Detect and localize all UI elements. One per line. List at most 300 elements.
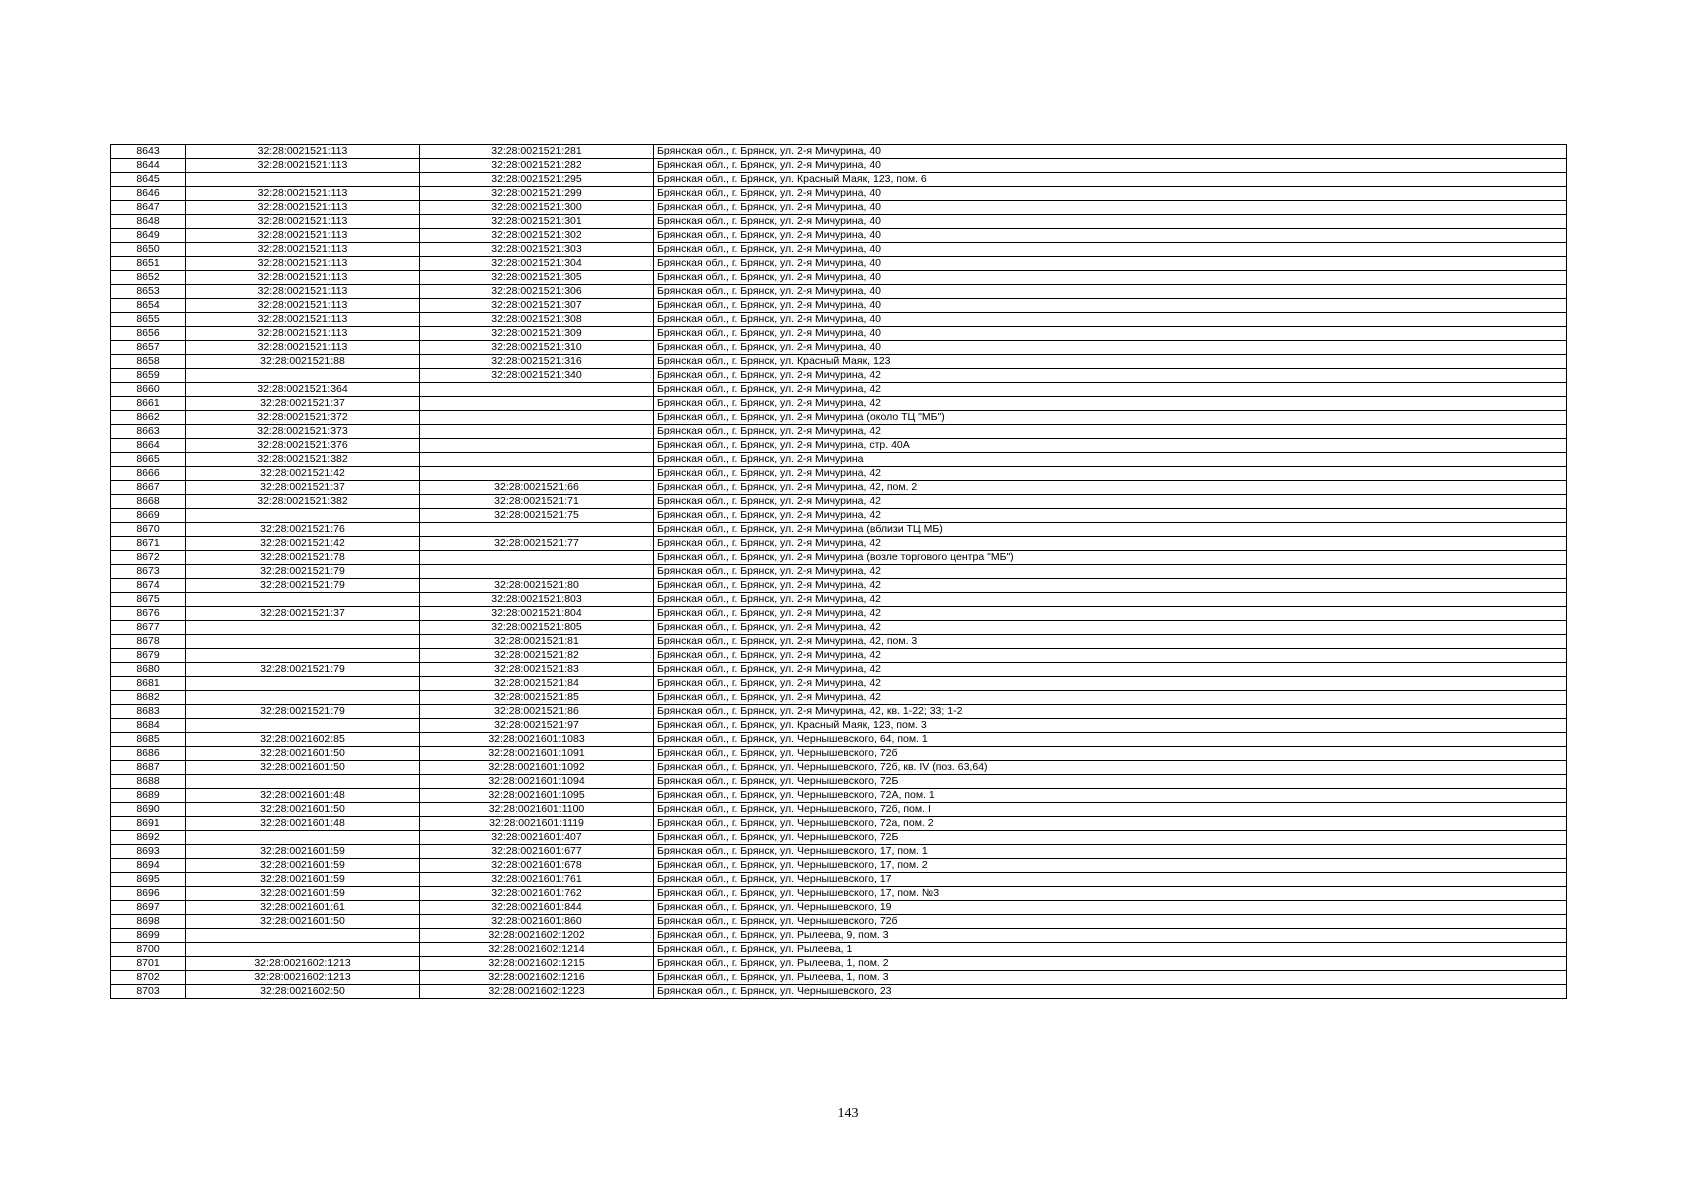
- row-number-cell: 8654: [111, 299, 186, 313]
- table-row: [111, 285, 1567, 299]
- address-cell: Брянская обл., г. Брянск, ул. 2-я Мичурина, 40: [654, 271, 1567, 285]
- parcel-number-cell: 32:28:0021521:113: [186, 243, 420, 257]
- object-number-cell: 32:28:0021521:97: [420, 719, 654, 733]
- row-number-cell: 8660: [111, 383, 186, 397]
- address-cell: Брянская обл., г. Брянск, ул. 2-я Мичурина, 40: [654, 313, 1567, 327]
- object-number-cell: 32:28:0021521:804: [420, 607, 654, 621]
- parcel-number-cell: [186, 635, 420, 649]
- table-row: [111, 691, 1567, 705]
- table-row: [111, 271, 1567, 285]
- object-number-cell: [420, 439, 654, 453]
- table-row: [111, 383, 1567, 397]
- address-cell: Брянская обл., г. Брянск, ул. 2-я Мичурина, 42: [654, 509, 1567, 523]
- address-cell: Брянская обл., г. Брянск, ул. 2-я Мичурина, 40: [654, 215, 1567, 229]
- table-row: [111, 621, 1567, 635]
- parcel-number-cell: 32:28:0021521:79: [186, 579, 420, 593]
- parcel-number-cell: 32:28:0021521:382: [186, 453, 420, 467]
- table-row: [111, 775, 1567, 789]
- address-cell: Брянская обл., г. Брянск, ул. 2-я Мичурина, 40: [654, 159, 1567, 173]
- row-number-cell: 8666: [111, 467, 186, 481]
- table-row: [111, 705, 1567, 719]
- parcel-number-cell: [186, 943, 420, 957]
- object-number-cell: [420, 397, 654, 411]
- row-number-cell: 8677: [111, 621, 186, 635]
- object-number-cell: 32:28:0021602:1214: [420, 943, 654, 957]
- row-number-cell: 8643: [111, 145, 186, 159]
- row-number-cell: 8663: [111, 425, 186, 439]
- row-number-cell: 8644: [111, 159, 186, 173]
- table-row: [111, 943, 1567, 957]
- address-cell: Брянская обл., г. Брянск, ул. Чернышевского, 23: [654, 985, 1567, 999]
- address-cell: Брянская обл., г. Брянск, ул. Чернышевского, 72Б: [654, 831, 1567, 845]
- row-number-cell: 8679: [111, 649, 186, 663]
- object-number-cell: 32:28:0021602:1215: [420, 957, 654, 971]
- parcel-number-cell: [186, 621, 420, 635]
- table-row: [111, 215, 1567, 229]
- parcel-number-cell: 32:28:0021521:376: [186, 439, 420, 453]
- parcel-number-cell: 32:28:0021521:113: [186, 159, 420, 173]
- table-row: [111, 719, 1567, 733]
- parcel-number-cell: 32:28:0021521:382: [186, 495, 420, 509]
- table-row: [111, 453, 1567, 467]
- table-row: [111, 985, 1567, 999]
- parcel-number-cell: 32:28:0021521:79: [186, 565, 420, 579]
- address-cell: Брянская обл., г. Брянск, ул. Чернышевского, 72а, пом. 2: [654, 817, 1567, 831]
- parcel-number-cell: 32:28:0021602:85: [186, 733, 420, 747]
- row-number-cell: 8694: [111, 859, 186, 873]
- address-cell: Брянская обл., г. Брянск, ул. Чернышевского, 72Б: [654, 775, 1567, 789]
- parcel-number-cell: 32:28:0021521:42: [186, 467, 420, 481]
- row-number-cell: 8658: [111, 355, 186, 369]
- table-row: [111, 565, 1567, 579]
- row-number-cell: 8676: [111, 607, 186, 621]
- table-row: [111, 551, 1567, 565]
- object-number-cell: 32:28:0021521:75: [420, 509, 654, 523]
- table-row: [111, 411, 1567, 425]
- object-number-cell: 32:28:0021601:677: [420, 845, 654, 859]
- parcel-number-cell: 32:28:0021521:79: [186, 663, 420, 677]
- parcel-number-cell: [186, 649, 420, 663]
- table-row: [111, 355, 1567, 369]
- row-number-cell: 8671: [111, 537, 186, 551]
- table-row: [111, 537, 1567, 551]
- address-cell: Брянская обл., г. Брянск, ул. 2-я Мичурина, 42: [654, 663, 1567, 677]
- row-number-cell: 8687: [111, 761, 186, 775]
- row-number-cell: 8670: [111, 523, 186, 537]
- row-number-cell: 8682: [111, 691, 186, 705]
- parcel-number-cell: 32:28:0021521:113: [186, 285, 420, 299]
- table-row: [111, 397, 1567, 411]
- table-row: [111, 299, 1567, 313]
- row-number-cell: 8684: [111, 719, 186, 733]
- address-cell: Брянская обл., г. Брянск, ул. 2-я Мичурина, 42: [654, 383, 1567, 397]
- address-cell: Брянская обл., г. Брянск, ул. Рылеева, 1, пом. 2: [654, 957, 1567, 971]
- address-cell: Брянская обл., г. Брянск, ул. 2-я Мичурина, 42: [654, 565, 1567, 579]
- parcel-number-cell: 32:28:0021601:48: [186, 789, 420, 803]
- row-number-cell: 8674: [111, 579, 186, 593]
- object-number-cell: 32:28:0021521:80: [420, 579, 654, 593]
- table-row: [111, 509, 1567, 523]
- address-cell: Брянская обл., г. Брянск, ул. 2-я Мичурина, 42: [654, 425, 1567, 439]
- object-number-cell: 32:28:0021602:1223: [420, 985, 654, 999]
- row-number-cell: 8661: [111, 397, 186, 411]
- parcel-number-cell: 32:28:0021521:113: [186, 313, 420, 327]
- row-number-cell: 8653: [111, 285, 186, 299]
- row-number-cell: 8659: [111, 369, 186, 383]
- table-row: [111, 831, 1567, 845]
- table-row: [111, 677, 1567, 691]
- parcel-number-cell: 32:28:0021521:79: [186, 705, 420, 719]
- object-number-cell: 32:28:0021521:306: [420, 285, 654, 299]
- object-number-cell: [420, 383, 654, 397]
- table-row: [111, 523, 1567, 537]
- address-cell: Брянская обл., г. Брянск, ул. 2-я Мичурина, стр. 40А: [654, 439, 1567, 453]
- row-number-cell: 8667: [111, 481, 186, 495]
- row-number-cell: 8678: [111, 635, 186, 649]
- address-cell: Брянская обл., г. Брянск, ул. 2-я Мичурина, 42, пом. 3: [654, 635, 1567, 649]
- table-row: [111, 313, 1567, 327]
- address-cell: Брянская обл., г. Брянск, ул. Чернышевского, 17, пом. 1: [654, 845, 1567, 859]
- row-number-cell: 8673: [111, 565, 186, 579]
- address-cell: Брянская обл., г. Брянск, ул. 2-я Мичурина, 42, кв. 1-22; 33; 1-2: [654, 705, 1567, 719]
- object-number-cell: 32:28:0021601:1083: [420, 733, 654, 747]
- parcel-number-cell: 32:28:0021521:78: [186, 551, 420, 565]
- table-row: [111, 845, 1567, 859]
- table-row: [111, 159, 1567, 173]
- address-cell: Брянская обл., г. Брянск, ул. 2-я Мичурина, 42: [654, 621, 1567, 635]
- table-row: [111, 607, 1567, 621]
- address-cell: Брянская обл., г. Брянск, ул. 2-я Мичурина, 40: [654, 299, 1567, 313]
- address-cell: Брянская обл., г. Брянск, ул. Чернышевского, 17: [654, 873, 1567, 887]
- parcel-number-cell: 32:28:0021521:113: [186, 145, 420, 159]
- parcel-number-cell: 32:28:0021521:113: [186, 257, 420, 271]
- object-number-cell: 32:28:0021602:1216: [420, 971, 654, 985]
- object-number-cell: 32:28:0021521:86: [420, 705, 654, 719]
- table-row: [111, 649, 1567, 663]
- row-number-cell: 8664: [111, 439, 186, 453]
- object-number-cell: [420, 565, 654, 579]
- address-cell: Брянская обл., г. Брянск, ул. 2-я Мичурина, 42: [654, 397, 1567, 411]
- address-cell: Брянская обл., г. Брянск, ул. 2-я Мичурина, 42: [654, 593, 1567, 607]
- row-number-cell: 8691: [111, 817, 186, 831]
- parcel-number-cell: 32:28:0021521:373: [186, 425, 420, 439]
- parcel-number-cell: 32:28:0021601:59: [186, 845, 420, 859]
- row-number-cell: 8696: [111, 887, 186, 901]
- table-row: [111, 789, 1567, 803]
- table-row: [111, 733, 1567, 747]
- property-table-body: [111, 145, 1567, 999]
- object-number-cell: 32:28:0021521:805: [420, 621, 654, 635]
- parcel-number-cell: 32:28:0021521:364: [186, 383, 420, 397]
- row-number-cell: 8645: [111, 173, 186, 187]
- object-number-cell: 32:28:0021521:310: [420, 341, 654, 355]
- row-number-cell: 8685: [111, 733, 186, 747]
- row-number-cell: 8668: [111, 495, 186, 509]
- address-cell: Брянская обл., г. Брянск, ул. 2-я Мичурина (около ТЦ "МБ"): [654, 411, 1567, 425]
- object-number-cell: 32:28:0021521:303: [420, 243, 654, 257]
- address-cell: Брянская обл., г. Брянск, ул. Красный Маяк, 123, пом. 6: [654, 173, 1567, 187]
- table-row: [111, 761, 1567, 775]
- parcel-number-cell: 32:28:0021521:88: [186, 355, 420, 369]
- object-number-cell: 32:28:0021521:71: [420, 495, 654, 509]
- address-cell: Брянская обл., г. Брянск, ул. 2-я Мичурина, 42: [654, 649, 1567, 663]
- table-row: [111, 201, 1567, 215]
- object-number-cell: 32:28:0021601:761: [420, 873, 654, 887]
- object-number-cell: 32:28:0021521:304: [420, 257, 654, 271]
- address-cell: Брянская обл., г. Брянск, ул. 2-я Мичурина: [654, 453, 1567, 467]
- address-cell: Брянская обл., г. Брянск, ул. Чернышевского, 72б, пом. I: [654, 803, 1567, 817]
- address-cell: Брянская обл., г. Брянск, ул. Чернышевского, 19: [654, 901, 1567, 915]
- object-number-cell: 32:28:0021521:66: [420, 481, 654, 495]
- object-number-cell: 32:28:0021601:1091: [420, 747, 654, 761]
- parcel-number-cell: [186, 173, 420, 187]
- object-number-cell: [420, 523, 654, 537]
- table-row: [111, 145, 1567, 159]
- row-number-cell: 8662: [111, 411, 186, 425]
- parcel-number-cell: 32:28:0021521:37: [186, 607, 420, 621]
- parcel-number-cell: 32:28:0021521:113: [186, 341, 420, 355]
- row-number-cell: 8688: [111, 775, 186, 789]
- table-row: [111, 873, 1567, 887]
- table-row: [111, 747, 1567, 761]
- parcel-number-cell: 32:28:0021521:37: [186, 397, 420, 411]
- table-row: [111, 187, 1567, 201]
- object-number-cell: 32:28:0021521:295: [420, 173, 654, 187]
- address-cell: Брянская обл., г. Брянск, ул. Рылеева, 1, пом. 3: [654, 971, 1567, 985]
- object-number-cell: 32:28:0021521:281: [420, 145, 654, 159]
- object-number-cell: 32:28:0021521:282: [420, 159, 654, 173]
- parcel-number-cell: 32:28:0021521:113: [186, 327, 420, 341]
- address-cell: Брянская обл., г. Брянск, ул. 2-я Мичурина, 40: [654, 229, 1567, 243]
- row-number-cell: 8656: [111, 327, 186, 341]
- address-cell: Брянская обл., г. Брянск, ул. 2-я Мичурина, 40: [654, 327, 1567, 341]
- address-cell: Брянская обл., г. Брянск, ул. Чернышевского, 17, пом. №3: [654, 887, 1567, 901]
- row-number-cell: 8648: [111, 215, 186, 229]
- address-cell: Брянская обл., г. Брянск, ул. Чернышевского, 17, пом. 2: [654, 859, 1567, 873]
- object-number-cell: 32:28:0021601:860: [420, 915, 654, 929]
- address-cell: Брянская обл., г. Брянск, ул. 2-я Мичурина, 40: [654, 243, 1567, 257]
- object-number-cell: 32:28:0021601:762: [420, 887, 654, 901]
- parcel-number-cell: 32:28:0021601:50: [186, 747, 420, 761]
- parcel-number-cell: 32:28:0021602:1213: [186, 971, 420, 985]
- object-number-cell: [420, 411, 654, 425]
- parcel-number-cell: 32:28:0021601:59: [186, 859, 420, 873]
- row-number-cell: 8700: [111, 943, 186, 957]
- parcel-number-cell: 32:28:0021521:372: [186, 411, 420, 425]
- parcel-number-cell: [186, 929, 420, 943]
- row-number-cell: 8690: [111, 803, 186, 817]
- table-row: [111, 579, 1567, 593]
- address-cell: Брянская обл., г. Брянск, ул. 2-я Мичурина, 40: [654, 201, 1567, 215]
- parcel-number-cell: [186, 831, 420, 845]
- parcel-number-cell: 32:28:0021601:50: [186, 761, 420, 775]
- address-cell: Брянская обл., г. Брянск, ул. 2-я Мичурина, 42: [654, 467, 1567, 481]
- row-number-cell: 8698: [111, 915, 186, 929]
- address-cell: Брянская обл., г. Брянск, ул. Красный Маяк, 123, пом. 3: [654, 719, 1567, 733]
- object-number-cell: 32:28:0021521:84: [420, 677, 654, 691]
- row-number-cell: 8689: [111, 789, 186, 803]
- table-row: [111, 467, 1567, 481]
- parcel-number-cell: [186, 509, 420, 523]
- table-row: [111, 243, 1567, 257]
- parcel-number-cell: [186, 593, 420, 607]
- table-row: [111, 971, 1567, 985]
- object-number-cell: 32:28:0021521:299: [420, 187, 654, 201]
- parcel-number-cell: 32:28:0021521:113: [186, 299, 420, 313]
- table-row: [111, 481, 1567, 495]
- address-cell: Брянская обл., г. Брянск, ул. 2-я Мичурина (возле торгового центра "МБ"): [654, 551, 1567, 565]
- parcel-number-cell: 32:28:0021601:59: [186, 887, 420, 901]
- parcel-number-cell: 32:28:0021521:113: [186, 229, 420, 243]
- row-number-cell: 8681: [111, 677, 186, 691]
- row-number-cell: 8652: [111, 271, 186, 285]
- row-number-cell: 8649: [111, 229, 186, 243]
- row-number-cell: 8669: [111, 509, 186, 523]
- address-cell: Брянская обл., г. Брянск, ул. 2-я Мичурина, 40: [654, 285, 1567, 299]
- table-row: [111, 439, 1567, 453]
- row-number-cell: 8702: [111, 971, 186, 985]
- address-cell: Брянская обл., г. Брянск, ул. 2-я Мичурина, 42: [654, 677, 1567, 691]
- object-number-cell: 32:28:0021521:340: [420, 369, 654, 383]
- object-number-cell: 32:28:0021521:301: [420, 215, 654, 229]
- parcel-number-cell: 32:28:0021601:50: [186, 803, 420, 817]
- object-number-cell: 32:28:0021521:307: [420, 299, 654, 313]
- table-row: [111, 425, 1567, 439]
- row-number-cell: 8693: [111, 845, 186, 859]
- address-cell: Брянская обл., г. Брянск, ул. Чернышевского, 72А, пом. 1: [654, 789, 1567, 803]
- table-row: [111, 663, 1567, 677]
- parcel-number-cell: 32:28:0021521:76: [186, 523, 420, 537]
- parcel-number-cell: 32:28:0021601:48: [186, 817, 420, 831]
- row-number-cell: 8683: [111, 705, 186, 719]
- object-number-cell: 32:28:0021521:316: [420, 355, 654, 369]
- object-number-cell: 32:28:0021521:803: [420, 593, 654, 607]
- row-number-cell: 8703: [111, 985, 186, 999]
- table-row: [111, 229, 1567, 243]
- table-row: [111, 915, 1567, 929]
- object-number-cell: [420, 453, 654, 467]
- object-number-cell: 32:28:0021601:678: [420, 859, 654, 873]
- table-row: [111, 901, 1567, 915]
- address-cell: Брянская обл., г. Брянск, ул. 2-я Мичурина, 40: [654, 257, 1567, 271]
- object-number-cell: 32:28:0021601:1100: [420, 803, 654, 817]
- page-number: 143: [837, 1106, 859, 1121]
- address-cell: Брянская обл., г. Брянск, ул. 2-я Мичурина, 42: [654, 607, 1567, 621]
- row-number-cell: 8701: [111, 957, 186, 971]
- object-number-cell: 32:28:0021601:1094: [420, 775, 654, 789]
- address-cell: Брянская обл., г. Брянск, ул. 2-я Мичурина, 40: [654, 187, 1567, 201]
- address-cell: Брянская обл., г. Брянск, ул. 2-я Мичурина, 40: [654, 145, 1567, 159]
- table-row: [111, 327, 1567, 341]
- parcel-number-cell: 32:28:0021521:37: [186, 481, 420, 495]
- table-row: [111, 257, 1567, 271]
- address-cell: Брянская обл., г. Брянск, ул. 2-я Мичурина, 42: [654, 369, 1567, 383]
- object-number-cell: 32:28:0021521:302: [420, 229, 654, 243]
- parcel-number-cell: [186, 369, 420, 383]
- parcel-number-cell: 32:28:0021521:113: [186, 215, 420, 229]
- table-row: [111, 887, 1567, 901]
- object-number-cell: 32:28:0021601:1119: [420, 817, 654, 831]
- object-number-cell: 32:28:0021521:300: [420, 201, 654, 215]
- address-cell: Брянская обл., г. Брянск, ул. 2-я Мичурина, 42, пом. 2: [654, 481, 1567, 495]
- object-number-cell: [420, 551, 654, 565]
- parcel-number-cell: 32:28:0021521:113: [186, 187, 420, 201]
- row-number-cell: 8655: [111, 313, 186, 327]
- table-row: [111, 859, 1567, 873]
- address-cell: Брянская обл., г. Брянск, ул. Красный Маяк, 123: [654, 355, 1567, 369]
- row-number-cell: 8686: [111, 747, 186, 761]
- row-number-cell: 8699: [111, 929, 186, 943]
- parcel-number-cell: 32:28:0021521:42: [186, 537, 420, 551]
- parcel-number-cell: 32:28:0021601:61: [186, 901, 420, 915]
- row-number-cell: 8647: [111, 201, 186, 215]
- address-cell: Брянская обл., г. Брянск, ул. Рылеева, 1: [654, 943, 1567, 957]
- object-number-cell: 32:28:0021521:309: [420, 327, 654, 341]
- address-cell: Брянская обл., г. Брянск, ул. Чернышевского, 72б, кв. IV (поз. 63,64): [654, 761, 1567, 775]
- parcel-number-cell: [186, 691, 420, 705]
- object-number-cell: 32:28:0021521:85: [420, 691, 654, 705]
- table-row: [111, 341, 1567, 355]
- parcel-number-cell: [186, 775, 420, 789]
- row-number-cell: 8665: [111, 453, 186, 467]
- address-cell: Брянская обл., г. Брянск, ул. 2-я Мичурина (вблизи ТЦ МБ): [654, 523, 1567, 537]
- parcel-number-cell: 32:28:0021602:50: [186, 985, 420, 999]
- object-number-cell: 32:28:0021521:81: [420, 635, 654, 649]
- table-row: [111, 593, 1567, 607]
- parcel-number-cell: 32:28:0021601:59: [186, 873, 420, 887]
- row-number-cell: 8692: [111, 831, 186, 845]
- parcel-number-cell: 32:28:0021521:113: [186, 201, 420, 215]
- object-number-cell: 32:28:0021521:83: [420, 663, 654, 677]
- object-number-cell: 32:28:0021601:844: [420, 901, 654, 915]
- table-row: [111, 817, 1567, 831]
- object-number-cell: 32:28:0021521:308: [420, 313, 654, 327]
- row-number-cell: 8650: [111, 243, 186, 257]
- object-number-cell: 32:28:0021521:77: [420, 537, 654, 551]
- object-number-cell: 32:28:0021521:305: [420, 271, 654, 285]
- row-number-cell: 8680: [111, 663, 186, 677]
- address-cell: Брянская обл., г. Брянск, ул. 2-я Мичурина, 42: [654, 691, 1567, 705]
- address-cell: Брянская обл., г. Брянск, ул. Чернышевского, 64, пом. 1: [654, 733, 1567, 747]
- parcel-number-cell: 32:28:0021602:1213: [186, 957, 420, 971]
- object-number-cell: 32:28:0021601:1095: [420, 789, 654, 803]
- object-number-cell: 32:28:0021601:407: [420, 831, 654, 845]
- parcel-number-cell: [186, 677, 420, 691]
- row-number-cell: 8657: [111, 341, 186, 355]
- address-cell: Брянская обл., г. Брянск, ул. 2-я Мичурина, 42: [654, 495, 1567, 509]
- parcel-number-cell: 32:28:0021601:50: [186, 915, 420, 929]
- parcel-number-cell: [186, 719, 420, 733]
- table-row: [111, 369, 1567, 383]
- address-cell: Брянская обл., г. Брянск, ул. 2-я Мичурина, 42: [654, 537, 1567, 551]
- row-number-cell: 8695: [111, 873, 186, 887]
- table-row: [111, 635, 1567, 649]
- parcel-number-cell: 32:28:0021521:113: [186, 271, 420, 285]
- table-row: [111, 173, 1567, 187]
- object-number-cell: 32:28:0021601:1092: [420, 761, 654, 775]
- address-cell: Брянская обл., г. Брянск, ул. Чернышевского, 72б: [654, 915, 1567, 929]
- address-cell: Брянская обл., г. Брянск, ул. 2-я Мичурина, 40: [654, 341, 1567, 355]
- object-number-cell: [420, 467, 654, 481]
- table-row: [111, 957, 1567, 971]
- address-cell: Брянская обл., г. Брянск, ул. Чернышевского, 72б: [654, 747, 1567, 761]
- object-number-cell: 32:28:0021602:1202: [420, 929, 654, 943]
- table-row: [111, 929, 1567, 943]
- table-row: [111, 495, 1567, 509]
- row-number-cell: 8672: [111, 551, 186, 565]
- object-number-cell: [420, 425, 654, 439]
- table-row: [111, 803, 1567, 817]
